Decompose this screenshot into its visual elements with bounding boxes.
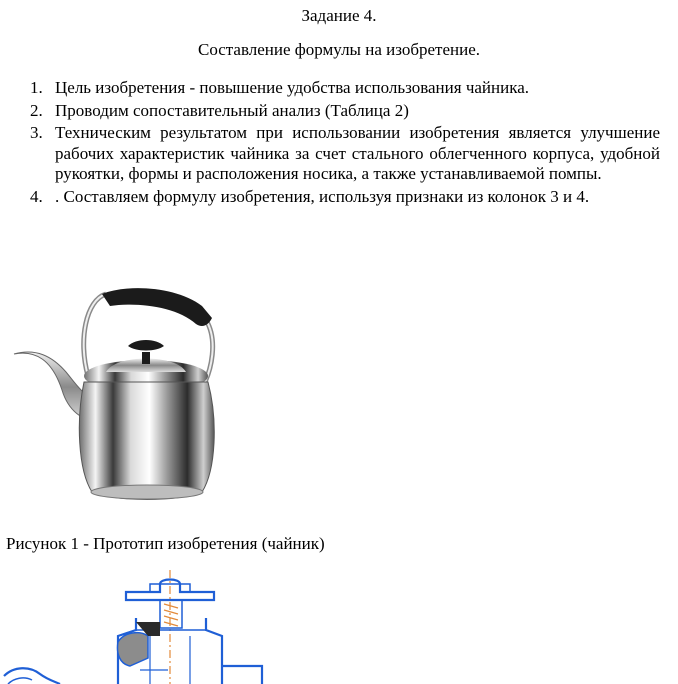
list-item-text: Техническим результатом при использовании изобретения является улучшение рабочих характеристик чайника за счет стального облегченного корпуса, удобной рукоятки, формы и расположения носика, а также устанавливаемой помпы. — [55, 123, 660, 183]
list-item-number: 1. — [30, 78, 43, 97]
list-item — [0, 78, 678, 99]
kettle-photo — [6, 280, 232, 506]
list-item-text: . Составляем формулу изобретения, используя признаки из колонок 3 и 4. — [55, 186, 590, 206]
list-item-number: 3. — [30, 123, 43, 142]
list-item-text: Проводим сопоставительный анализ (Таблица 2) — [55, 100, 409, 120]
list-item — [0, 101, 678, 122]
task-heading: Задание 4. — [301, 6, 377, 25]
section-title: Составление формулы на изобретение. — [197, 40, 480, 59]
steps-list — [0, 78, 678, 209]
list-item-number: 2. — [30, 100, 43, 120]
figure-caption: Рисунок 1 - Прототип изобретения (чайник) — [6, 534, 325, 553]
kettle-drawing — [0, 570, 300, 684]
list-item — [0, 187, 678, 208]
list-item — [0, 123, 678, 185]
list-item-text: Цель изобретения - повышение удобства использования чайника. — [55, 78, 530, 97]
list-item-number: 4. — [30, 186, 43, 206]
